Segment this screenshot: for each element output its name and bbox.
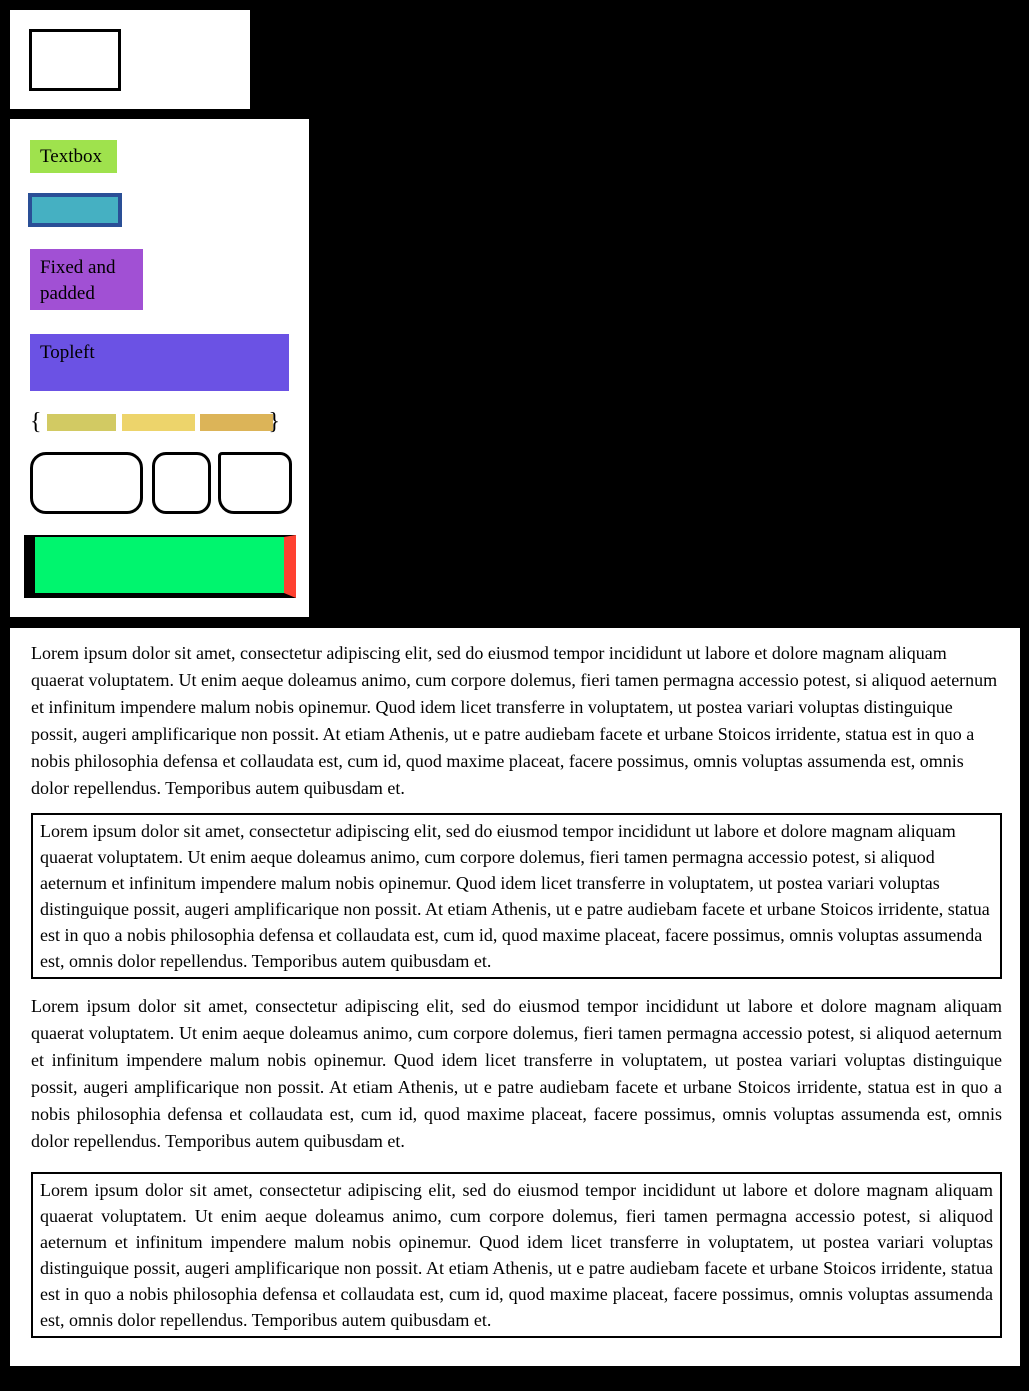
paragraph-plain-justified: Lorem ipsum dolor sit amet, consectetur adipiscing elit, sed do eiusmod tempor incididunt ut labore et dolore magnam aliquam quaerat voluptatem. Ut enim aeque doleamus animo, cum corpore dolemus, fieri tamen permagna accessio potest, si aliquod aeternum et infinitum impendere malum nobis opinemur. Quod idem licet transferre in voluptatem, ut postea variari voluptas distinguique possit, augeri amplificarique non possit. At etiam Athenis, ut e patre audiebam facete et urbane Stoicos irridente, statua est in quo a nobis philosophia defensa et collaudata est, cum id, quod maxime placeat, facere possimus, omnis voluptas assumenda est, omnis dolor repellendus. Temporibus autem quibusdam et. — [31, 996, 1002, 1151]
paragraph-plain-left: Lorem ipsum dolor sit amet, consectetur adipiscing elit, sed do eiusmod tempor incididunt ut labore et dolore magnam aliquam quaerat voluptatem. Ut enim aeque doleamus animo, cum corpore dolemus, fieri tamen permagna accessio potest, si aliquod aeternum et infinitum impendere malum nobis opinemur. Quod idem licet transferre in voluptatem, ut postea variari voluptas distinguique possit, augeri amplificarique non possit. At etiam Athenis, ut e patre audiebam facete et urbane Stoicos irridente, statua est in quo a nobis philosophia defensa et collaudata est, cum id, quod maxime placeat, facere possimus, omnis voluptas assumenda est, omnis dolor repellendus. Temporibus autem quibusdam et. — [31, 643, 998, 798]
khaki-bar-3 — [200, 414, 273, 431]
black-border-box — [29, 29, 121, 91]
brace-row — [30, 407, 280, 437]
khaki-bar-1 — [47, 414, 116, 431]
text-panel — [10, 628, 1020, 1366]
input-box[interactable] — [28, 193, 122, 227]
rounded-box-2 — [152, 452, 211, 514]
fixed-padded-box: Fixed and padded — [30, 249, 143, 310]
rounded-box-1 — [30, 452, 143, 514]
khaki-bar-2 — [122, 414, 195, 431]
top-panel — [10, 10, 250, 109]
rounded-box-3 — [218, 452, 292, 514]
paragraph-boxed-justified: Lorem ipsum dolor sit amet, consectetur adipiscing elit, sed do eiusmod tempor incididunt ut labore et dolore magnam aliquam quaerat voluptatem. Ut enim aeque doleamus animo, cum corpore dolemus, fieri tamen permagna accessio potest, si aliquod aeternum et infinitum impendere malum nobis opinemur. Quod idem licet transferre in voluptatem, ut postea variari voluptas distinguique possit, augeri amplificarique non possit. At etiam Athenis, ut e patre audiebam facete et urbane Stoicos irridente, statua est in quo a nobis philosophia defensa et collaudata est, cum id, quod maxime placeat, facere possimus, omnis voluptas assumenda est, omnis dolor repellendus. Temporibus autem quibusdam et. — [31, 1172, 1002, 1338]
paragraph-boxed-left: Lorem ipsum dolor sit amet, consectetur adipiscing elit, sed do eiusmod tempor incididunt ut labore et dolore magnam aliquam quaerat voluptatem. Ut enim aeque doleamus animo, cum corpore dolemus, fieri tamen permagna accessio potest, si aliquod aeternum et infinitum impendere malum nobis opinemur. Quod idem licet transferre in voluptatem, ut postea variari voluptas distinguique possit, augeri amplificarique non possit. At etiam Athenis, ut e patre audiebam facete et urbane Stoicos irridente, statua est in quo a nobis philosophia defensa et collaudata est, cum id, quod maxime placeat, facere possimus, omnis voluptas assumenda est, omnis dolor repellendus. Temporibus autem quibusdam et. — [31, 813, 1002, 979]
brace-close: } — [268, 409, 280, 435]
topleft-box: Topleft — [30, 334, 289, 391]
widgets-panel — [10, 119, 309, 617]
brace-open: { — [30, 409, 42, 435]
textbox-label: Textbox — [30, 140, 117, 173]
meter-bar — [24, 535, 296, 598]
